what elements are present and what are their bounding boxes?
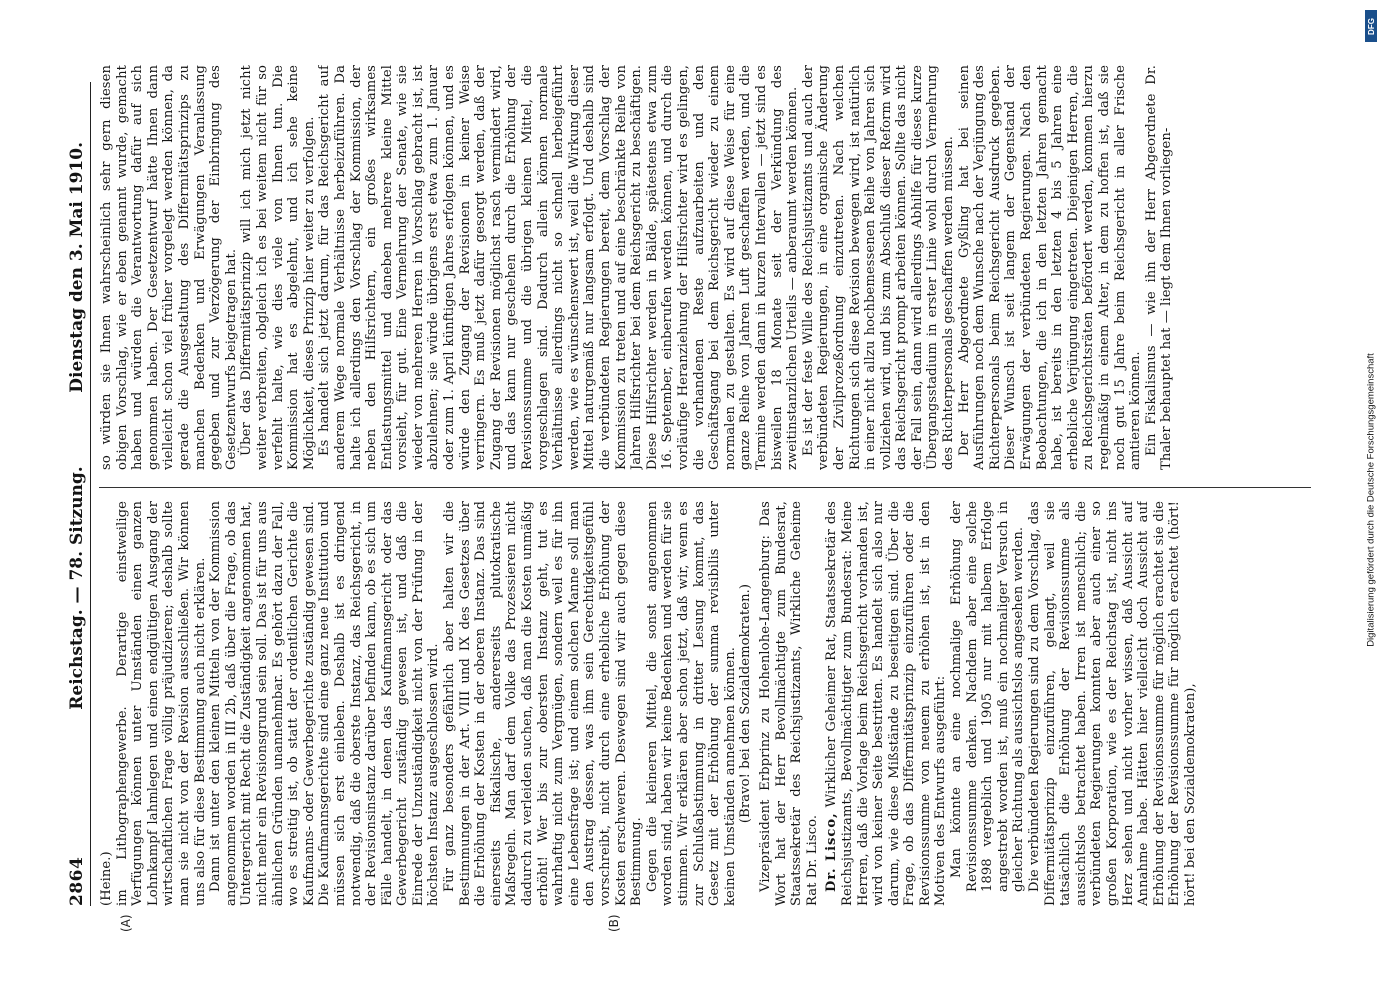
paragraph-text: Wirklicher Geheimer Rat, Staatssekretär des Reichsjustizamts, Bevollmächtigter zum Bundesrat: Meine Herren, daß die Vorlage beim Reichsgericht vorhanden ist, wird von keiner Seite bestritten. Es handelt sich also nur darum, wie diese Mißstände zu beseitigen sind. Über die Frage, ob das Differmitätsprinzip einzuführen oder die Revisionssumme von neuem zu erhöhen ist, ist in den Motiven des Entwurfs ausgeführt: (823, 501, 948, 906)
dfg-logo-text: DFG (1366, 17, 1376, 35)
page-header (61, 82, 91, 906)
session-date: Dienstag den 3. Mai 1910. (66, 141, 87, 393)
session-title: Reichstag. — 78. Sitzung. (66, 466, 87, 710)
paragraph: Die verbündeten Regierungen sind zu dem Vorschlag, das Differmitätsprinzip einzuführen, gelangt, weil sie tatsächlich die Erhöhung der Revisionssumme als aussichtslos betrachtet haben. Irren ist menschlich; die verbündeten Regierungen konnten aber auch einer so großen Korporation, wie es der Reichstag ist, nicht ins Herz sehen und nicht vorher wissen, daß Aussicht auf Annahme habe. Hätten hier vielleicht doch Aussicht auf Erhöhung der Revisionssumme für möglich erachtet sie die Erhöhung der Revisionssumme für möglich erachtet (hört! hört! bei den Sozialdemokraten), (1026, 501, 1198, 906)
page-number: 2864 (66, 856, 87, 906)
paragraph: so würden sie Ihnen wahrscheinlich sehr gern diesen obigen Vorschlag, wie er eben genannt wurde, gemacht haben und würden die Verantwortung dafür auf sich genommen haben. Der Gesetzentwurf hätte Ihnen dann vielleicht schon viel früher vorgelegt werden können, da gerade die Ausgestaltung des Differmitätsprinzips zu manchen Bedenken und Erwägungen Veranlassung gegeben und zur Verzögerung der Einbringung des Gesetzentwurfs beigetragen hat. (98, 65, 239, 470)
quote-paragraph: Man könnte an eine nochmalige Erhöhung der Revisionssumme denken. Nachdem aber eine solche 1898 vergeblich und 1905 nur mit halbem Erfolge angestrebt worden ist, muß ein nochmaliger Versuch in gleicher Richtung als aussichtslos angesehen werden. (948, 501, 1026, 892)
paragraph: Der Herr Abgeordnete Gyßling hat bei seinen Ausführungen noch dem Wunsche nach der Verjüngung des Richterpersonals beim Reichsgericht Ausdruck gegeben. Dieser Wunsch ist seit langem der Gegenstand der Erwägungen der verbündeten Regierungen. Nach den Beobachtungen, die ich in den letzten Jahren gemacht habe, ist bereits in den letzten 4 bis 5 Jahren eine erhebliche Verjüngung eingetreten. Diejenigen Herren, die zu Reichsgerichtsräten befördert werden, kommen hierzu regelmäßig in einem Alter, in dem zu hoffen ist, daß sie noch gut 15 Jahre beim Reichsgericht in aller Frische amtieren können. (956, 65, 1143, 470)
paragraph: Es ist der feste Wille des Reichsjustizamts und auch der verbündeten Regierungen, in eine organische Änderung der Zivilprozeßordnung einzutreten. Nach welchen Richtungen sich diese Revision bewegen wird, ist natürlich in einer nicht allzu hochbemessenen Reihe von Jahren sich vollziehen wird, und bis zum Abschluß dieser Reform wird das Reichsgericht prompt arbeiten können. Sollte das nicht der Fall sein, dann wird allerdings Abhilfe für dieses kurze Übergangsstadium in erster Linie wohl durch Vermehrung des Richterpersonals geschaffen werden müssen. (800, 65, 956, 470)
paragraph: Dann ist unter den kleinen Mitteln von der Kommission angenommen worden in III 2b, daß über die Frage, ob das Untergericht mit Recht die Zuständigkeit angenommen hat, nicht mehr ein Revisionsgrund sein soll. Das ist für uns aus ähnlichen Gründen unannehmbar. Es gehört dazu der Fall, wo es streitig ist, ob statt der ordentlichen Gerichte die Kaufmanns- oder Gewerbegerichte zuständig gewesen sind. Die Kaufmannsgerichte sind eine ganz neue Institution und müssen sich erst einleben. Deshalb ist es dringend notwendig, daß die oberste Instanz, das Reichsgericht, in der Revisionsinstanz darüber befinden kann, ob es sich um Fälle handelt, in denen das Kaufmannsgericht oder das Gewerbegericht zuständig gewesen ist, und daß die Einrede der Unzuständigkeit nicht von der Prüfung in der höchsten Instanz ausgeschlossen wird. (207, 501, 441, 906)
digitization-credit-strip (1359, 0, 1383, 1000)
left-text-column (99, 501, 1313, 906)
paragraph: Für ganz besonders gefährlich aber halten wir die Bestimmungen in der Art. VIII und IX des Gesetzes über die Erhöhung der Kosten in der oberen Instanz. Das sind einerseits fiskalische, andererseits plutokratische Maßregeln. Man darf dem Volke das Prozessieren nicht dadurch zu verleiden suchen, daß man die Kosten unmäßig erhöht! Wer bis zur obersten Instanz geht, tut es wahrhaftig nicht zum Vergnügen, sondern weil es für ihn eine Lebensfrage ist; und einem solchen Manne soll man den Austrag dessen, was ihm sein Gerechtigkeitsgefühl vorschreibt, nicht durch eine erhebliche Erhöhung der Kosten erschweren. Deswegen sind wir auch gegen diese Bestimmung. (441, 501, 644, 906)
dfg-logo (1365, 10, 1377, 42)
column-divider (99, 487, 1311, 488)
speaker-name: Dr. Lisco, (823, 812, 839, 892)
applause-note: (Bravo! bei den Sozialdemokraten.) (737, 583, 753, 824)
paragraph: Ein Fiskalismus — wie ihn der Herr Abgeordnete Dr. Thaler behauptet hat — liegt dem Ihnen vorliegen- (1143, 65, 1174, 470)
paragraph: Über das Differmitätsprinzip will ich mich jetzt nicht weiter verbreiten, obgleich ich es bei weitem nicht für so verfehlt halte, wie dies viele von Ihnen tun. Die Kommission hat es abgelehnt, und ich sehe keine Möglichkeit, dieses Prinzip hier weiter zu verfolgen. (238, 65, 317, 470)
speaker-paragraph (824, 501, 949, 906)
right-text-column (99, 65, 1313, 470)
paragraph: im Lithographengewerbe. Derartige einstweilige Verfügungen können unter Umständen einen ganzen Lohnkampf lahmlegen und einen endgültigen Ausgang der wirtschaftlichen Frage völlig präjudizieren; deshalb sollte man sie nicht von der Revision ausschließen. Wir können uns also für diese Bestimmung auch nicht erklären. (114, 501, 208, 906)
margin-mark-a: (A) (118, 914, 133, 932)
speaker-continuation: (Heine.) (98, 851, 114, 906)
document-page (47, 42, 1337, 958)
paragraph: Vizepräsident Erbprinz zu Hohenlohe-Langenburg: Das Wort hat der Herr Bevollmächtigte zum Bundesrat, Staatssekretär des Reichsjustizamts, Wirkliche Geheime Rat Dr. Lisco. (757, 501, 820, 906)
paragraph: Es handelt sich jetzt darum, für das Reichsgericht auf anderem Wege normale Verhältnisse herbeizuführen. Da halte ich allerdings den Vorschlag der Kommission, der neben den Hilfsrichtern, ein großes wirksames Entlastungsmittel und daneben mehrere kleine Mittel vorsieht, für gut. Eine Vermehrung der Senate, wie sie wieder von mehreren Herren in Vorschlag gebracht ist, ist abzulehnen; sie würde übrigens erst etwa zum 1. Januar oder zum 1. April künftigen Jahres erfolgen können, und es würde den Zugang der Revisionen in keiner Weise verringern. Es muß jetzt dafür gesorgt werden, daß der Zugang der Revisionen möglichst rasch vermindert wird, und das kann nur geschehen durch die Erhöhung der Revisionssumme und die übrigen kleinen Mittel, die vorgeschlagen sind. Dadurch allein können normale Verhältnisse allerdings nicht so schnell herbeigeführt werden, wie es wünschenswert ist, weil die Wirkung dieser Mittel naturgemäß nur langsam erfolgt. Und deshalb sind die verbündeten Regierungen bereit, dem Vorschlag der Kommission zu treten und auf eine beschränkte Reihe von Jahren Hilfsrichter bei dem Reichsgericht zu beschäftigen. Diese Hilfsrichter werden in Bälde, spätestens etwa zum 16. September, einberufen werden können, und durch die vorläufige Heranziehung der Hilfsrichter wird es gelingen, die vorhandenen Reste aufzuarbeiten und den Geschäftsgang bei dem Reichsgericht wieder zu einem normalen zu gestalten. Es wird auf diese Weise für eine ganze Reihe von Jahren Luft geschaffen werden, und die Termine werden dann in kurzen Intervallen — jetzt sind es bisweilen 18 Monate seit der Verkündung des zweitinstanzlichen Urteils — anberaumt werden können. (316, 65, 800, 470)
margin-mark-b: (B) (606, 914, 621, 932)
digitization-credit: Digitalisierung gefördert durch die Deutsche Forschungsgemeinschaft (1365, 353, 1377, 647)
paragraph: Gegen die kleineren Mittel, die sonst angenommen worden sind, haben wir keine Bedenken und werden für sie stimmen. Wir erklären aber schon jetzt, daß wir, wenn es zur Schlußabstimmung in dritter Lesung kommt, das Gesetz mit der Erhöhung der summa revisibilis unter keinen Umständen annehmen können. (644, 501, 738, 906)
